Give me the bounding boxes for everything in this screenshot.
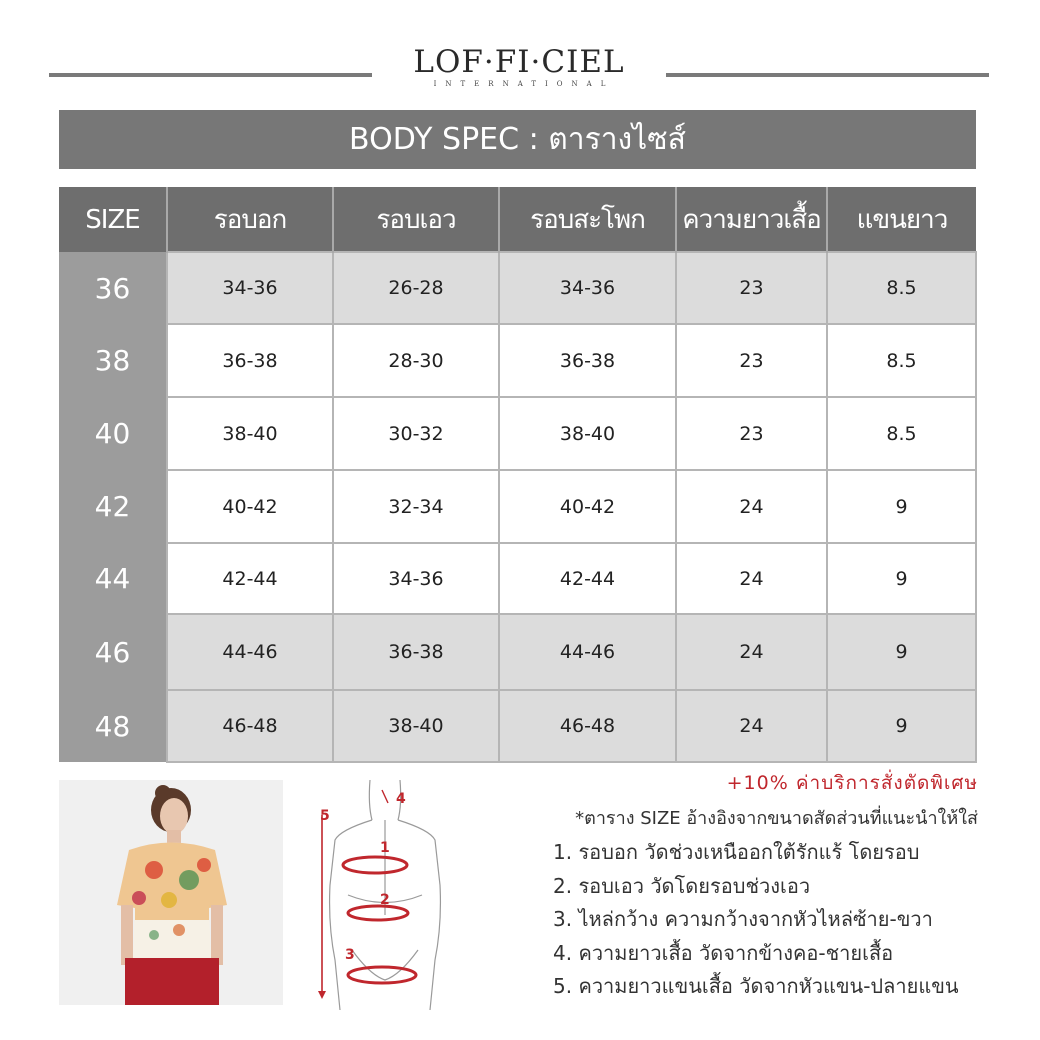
table-cell: 24 [676, 543, 827, 614]
instruction-item: 1. รอบอก วัดช่วงเหนืออกใต้รักแร้ โดยรอบ [553, 840, 920, 864]
table-cell: 44-46 [167, 614, 333, 690]
table-header-row [59, 187, 976, 252]
table-cell: 24 [676, 470, 827, 543]
table-cell: 36-38 [167, 324, 333, 397]
diagram-label-4: 4 [396, 791, 406, 807]
instruction-item: 2. รอบเอว วัดโดยรอบช่วงเอว [553, 873, 811, 898]
table-cell: 46-48 [499, 690, 676, 762]
diagram-label-1: 1 [380, 840, 390, 856]
page-title: BODY SPEC : ตารางไซส์ [59, 110, 976, 169]
table-cell: 23 [676, 324, 827, 397]
instruction-item: 3. ไหล่กว้าง ความกว้างจากหัวไหล่ซ้าย-ขวา [553, 907, 933, 931]
table-cell: 9 [827, 614, 976, 690]
measurement-diagram [300, 775, 465, 1010]
table-cell: 38-40 [167, 397, 333, 470]
table-row [59, 397, 976, 470]
column-header-chest: รอบอก [167, 187, 333, 252]
table-cell: 30-32 [333, 397, 499, 470]
table-cell: 32-34 [333, 470, 499, 543]
table-cell: 40-42 [499, 470, 676, 543]
size-reference-note: *ตาราง SIZE อ้างอิงจากขนาดสัดส่วนที่แนะนำให้ใส่ [575, 808, 978, 829]
table-cell: 38-40 [499, 397, 676, 470]
size-cell: 38 [59, 324, 167, 397]
table-cell: 8.5 [827, 397, 976, 470]
table-cell: 9 [827, 470, 976, 543]
size-cell: 44 [59, 543, 167, 614]
table-cell: 36-38 [333, 614, 499, 690]
table-row [59, 614, 976, 690]
table-cell: 42-44 [499, 543, 676, 614]
table-cell: 36-38 [499, 324, 676, 397]
table-cell: 23 [676, 252, 827, 324]
table-cell: 8.5 [827, 324, 976, 397]
table-row [59, 543, 976, 614]
table-cell: 24 [676, 690, 827, 762]
instruction-item: 5. ความยาวแขนเสื้อ วัดจากหัวแขน-ปลายแขน [553, 974, 959, 998]
size-cell: 40 [59, 397, 167, 470]
size-table [59, 187, 977, 763]
table-cell: 26-28 [333, 252, 499, 324]
table-row [59, 470, 976, 543]
table-row [59, 690, 976, 762]
table-cell: 23 [676, 397, 827, 470]
diagram-label-3: 3 [345, 947, 355, 963]
table-cell: 38-40 [333, 690, 499, 762]
diagram-label-5: 5 [320, 808, 330, 824]
column-header-length: ความยาวเสื้อ [676, 187, 827, 252]
table-cell: 44-46 [499, 614, 676, 690]
header-rule-right [666, 73, 989, 77]
column-header-hip: รอบสะโพก [499, 187, 676, 252]
size-cell: 42 [59, 470, 167, 543]
instruction-item: 4. ความยาวเสื้อ วัดจากข้างคอ-ชายเสื้อ [553, 940, 894, 965]
table-cell: 34-36 [499, 252, 676, 324]
table-cell: 8.5 [827, 252, 976, 324]
table-cell: 34-36 [167, 252, 333, 324]
table-row [59, 324, 976, 397]
size-cell: 36 [59, 252, 167, 324]
diagram-label-2: 2 [380, 892, 390, 908]
column-header-waist: รอบเอว [333, 187, 499, 252]
table-cell: 46-48 [167, 690, 333, 762]
column-header-size: SIZE [59, 187, 167, 252]
brand-subtitle: INTERNATIONAL [433, 80, 615, 88]
product-photo [59, 780, 283, 1005]
surcharge-note: +10% ค่าบริการสั่งตัดพิเศษ [726, 772, 978, 794]
table-cell: 34-36 [333, 543, 499, 614]
table-cell: 40-42 [167, 470, 333, 543]
size-cell: 48 [59, 690, 167, 762]
table-cell: 42-44 [167, 543, 333, 614]
table-cell: 24 [676, 614, 827, 690]
size-cell: 46 [59, 614, 167, 690]
header-rule-left [49, 73, 372, 77]
column-header-sleeve: แขนยาว [827, 187, 976, 252]
measurement-instructions [553, 838, 959, 1006]
brand-logo [372, 44, 666, 88]
table-row [59, 252, 976, 324]
table-cell: 9 [827, 690, 976, 762]
brand-name: LOF·FI·CIEL [413, 44, 625, 80]
table-cell: 28-30 [333, 324, 499, 397]
table-cell: 9 [827, 543, 976, 614]
